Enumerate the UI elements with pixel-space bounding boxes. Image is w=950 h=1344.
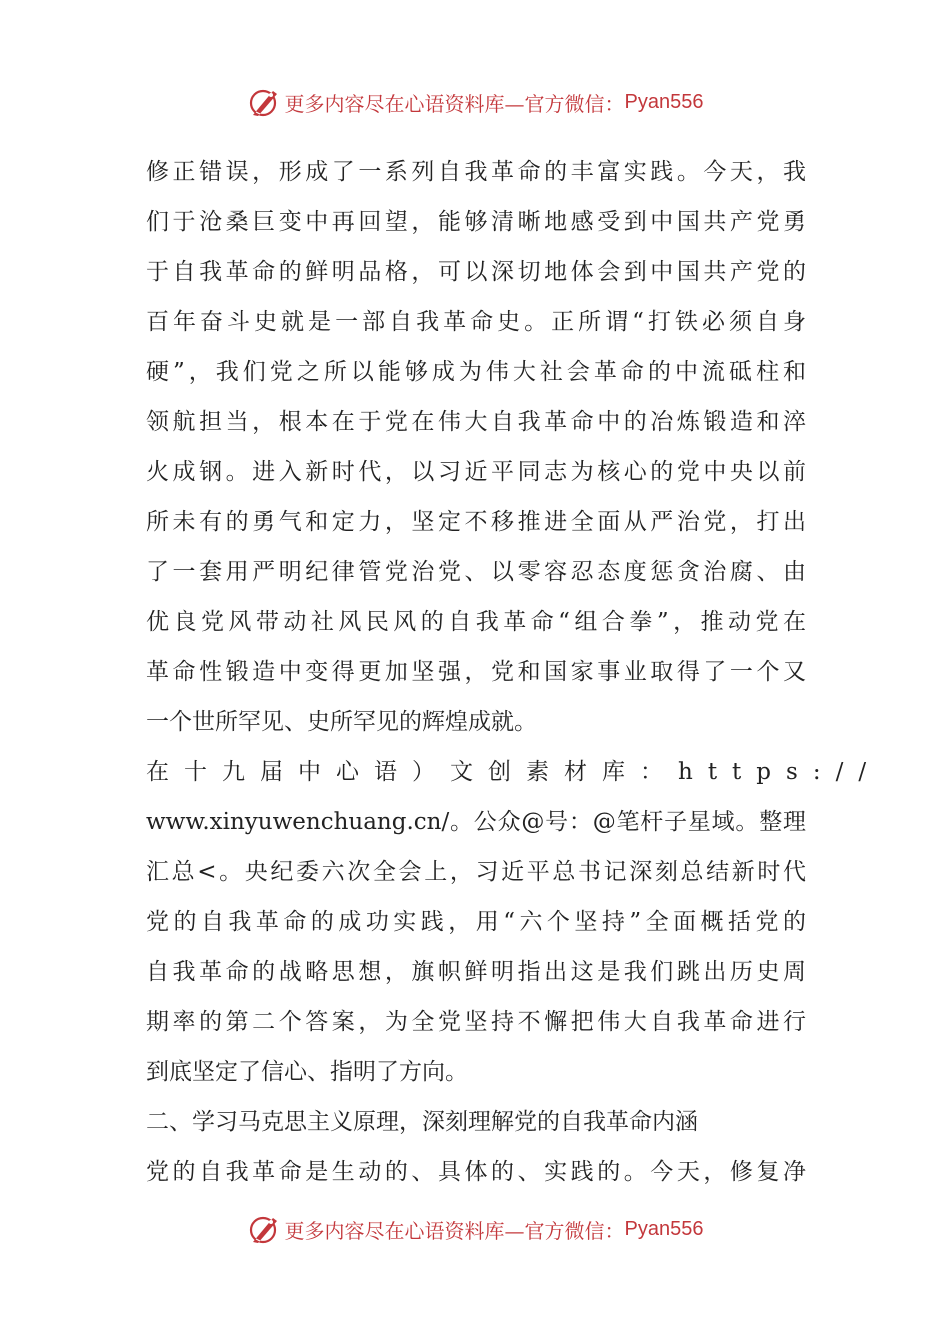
header-banner-text: 更多内容尽在心语资料库—官方微信： <box>284 91 625 116</box>
body-line: 领航担当，根本在于党在伟大自我革命中的冶炼锻造和淬 <box>146 409 806 435</box>
body-line: 优良党风带动社风民风的自我革命“组合拳”，推动党在 <box>146 609 806 635</box>
pen-logo-icon <box>247 85 281 119</box>
body-line: 修正错误，形成了一系列自我革命的丰富实践。今天，我 <box>146 159 806 185</box>
header-banner <box>0 82 950 122</box>
body-line: 到底坚定了信心、指明了方向。 <box>146 1059 468 1085</box>
footer-banner-text: 更多内容尽在心语资料库—官方微信： <box>284 1218 625 1243</box>
body-line: 于自我革命的鲜明品格，可以深切地体会到中国共产党的 <box>146 259 806 285</box>
body-line-url: www.xinyuwenchuang.cn/。公众@号：@笔杆子星域。整理 <box>146 809 806 835</box>
document-body <box>146 147 882 1197</box>
body-line: 自我革命的战略思想，旗帜鲜明指出这是我们跳出历史周 <box>146 959 806 985</box>
body-line: 所未有的勇气和定力，坚定不移推进全面从严治党，打出 <box>146 509 806 535</box>
body-line: 党的自我革命的成功实践，用“六个坚持”全面概括党的 <box>146 909 806 935</box>
pen-logo-icon <box>247 1212 281 1246</box>
body-line: 百年奋斗史就是一部自我革命史。正所谓“打铁必须自身 <box>146 309 806 335</box>
section-heading: 二、学习马克思主义原理，深刻理解党的自我革命内涵 <box>146 1109 698 1135</box>
body-line: 党的自我革命是生动的、具体的、实践的。今天，修复净 <box>146 1159 806 1185</box>
body-line-with-link: 在十九届中心语）文创素材库：https:// <box>146 759 882 785</box>
header-banner-brand: Pyan556 <box>624 90 704 113</box>
body-line: 期率的第二个答案，为全党坚持不懈把伟大自我革命进行 <box>146 1009 806 1035</box>
body-line: 一个世所罕见、史所罕见的辉煌成就。 <box>146 709 537 735</box>
body-line: 了一套用严明纪律管党治党、以零容忍态度惩贪治腐、由 <box>146 559 806 585</box>
footer-banner-brand: Pyan556 <box>624 1217 704 1240</box>
footer-banner <box>0 1209 950 1249</box>
body-line: 汇总<。央纪委六次全会上，习近平总书记深刻总结新时代 <box>146 859 806 885</box>
body-line: 革命性锻造中变得更加坚强，党和国家事业取得了一个又 <box>146 659 806 685</box>
body-line: 火成钢。进入新时代，以习近平同志为核心的党中央以前 <box>146 459 806 485</box>
body-line: 们于沧桑巨变中再回望，能够清晰地感受到中国共产党勇 <box>146 209 806 235</box>
body-line: 硬”，我们党之所以能够成为伟大社会革命的中流砥柱和 <box>146 359 806 385</box>
